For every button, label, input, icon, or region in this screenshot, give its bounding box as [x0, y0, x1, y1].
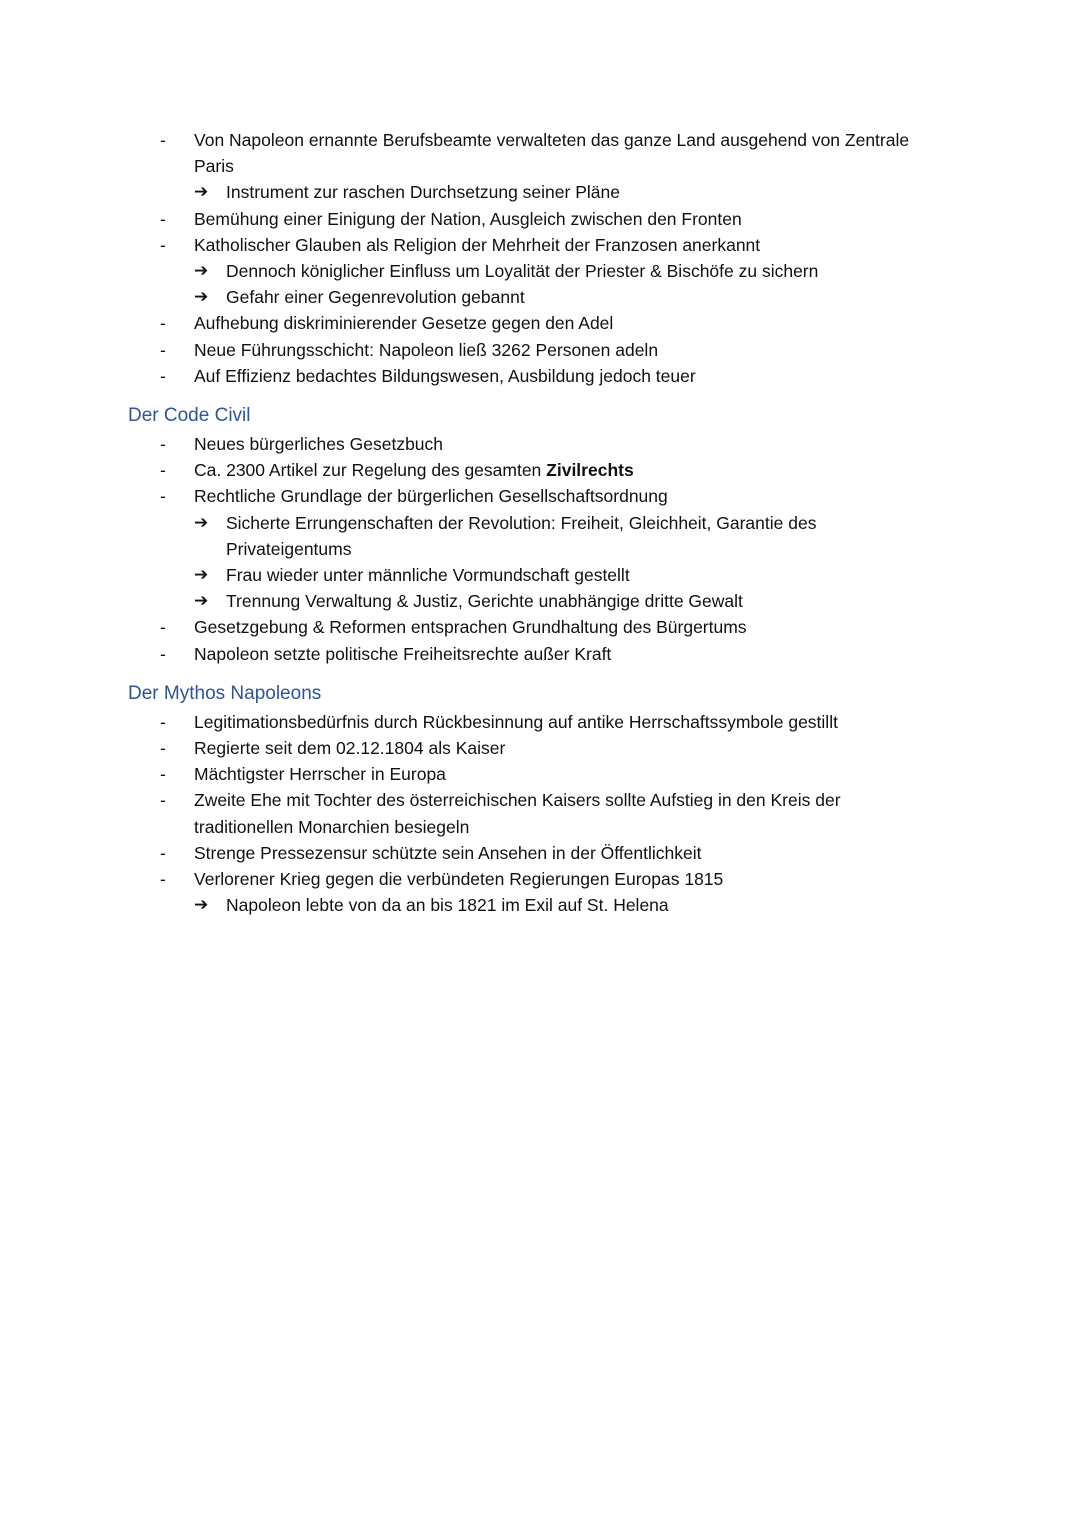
list-item-text — [128, 363, 958, 389]
list-item-continuation — [128, 153, 958, 179]
list-item — [128, 866, 958, 892]
dash-bullet-icon: - — [160, 208, 166, 229]
list-item — [128, 127, 958, 153]
list-item-text — [128, 562, 958, 588]
dash-bullet-icon: - — [160, 339, 166, 360]
list-item-text-part: Instrument zur raschen Durchsetzung seiner Pläne — [226, 182, 620, 203]
dash-bullet-icon: - — [160, 460, 166, 481]
list-item-text-part: Bemühung einer Einigung der Nation, Ausgleich zwischen den Fronten — [194, 208, 742, 229]
list-item-text — [128, 641, 958, 667]
arrow-right-icon: ➔ — [194, 512, 209, 533]
list-item — [128, 431, 958, 457]
dash-bullet-icon: - — [160, 764, 166, 785]
dash-bullet-icon: - — [160, 869, 166, 890]
list-item-text — [128, 866, 958, 892]
list-item — [128, 206, 958, 232]
list-item-text-part: Dennoch königlicher Einfluss um Loyalität der Priester & Bischöfe zu sichern — [226, 261, 819, 282]
list-item-text — [128, 284, 958, 310]
list-item-text-part: Gesetzgebung & Reformen entsprachen Grundhaltung des Bürgertums — [194, 617, 747, 638]
list-item-text-part: Legitimationsbedürfnis durch Rückbesinnung auf antike Herrschaftssymbole gestillt — [194, 711, 838, 732]
list-item-continuation — [128, 814, 958, 840]
list-item-text-part: Paris — [194, 156, 234, 177]
dash-bullet-icon: - — [160, 486, 166, 507]
list-item-text — [128, 206, 958, 232]
list-item-text — [128, 840, 958, 866]
sub-list-item — [128, 562, 958, 588]
list-item-text-part: Zweite Ehe mit Tochter des österreichischen Kaisers sollte Aufstieg in den Kreis der — [194, 790, 841, 811]
sub-list-item — [128, 892, 958, 918]
list-item — [128, 363, 958, 389]
list-item-text — [128, 232, 958, 258]
list-item-text — [128, 457, 958, 483]
list-item — [128, 641, 958, 667]
list-item-text-part: Neues bürgerliches Gesetzbuch — [194, 434, 444, 455]
arrow-right-icon: ➔ — [194, 261, 209, 282]
dash-bullet-icon: - — [160, 738, 166, 759]
list-item-text-part: Strenge Pressezensur schützte sein Ansehen in der Öffentlichkeit — [194, 842, 702, 863]
list-item-text — [128, 709, 958, 735]
list-item-text-part: Napoleon setzte politische Freiheitsrechte außer Kraft — [194, 643, 612, 664]
dash-bullet-icon: - — [160, 617, 166, 638]
list-item-text-part: Katholischer Glauben als Religion der Mehrheit der Franzosen anerkannt — [194, 234, 761, 255]
list-item-text-part: Frau wieder unter männliche Vormundschaft gestellt — [226, 565, 630, 586]
sub-list-item — [128, 510, 958, 536]
dash-bullet-icon: - — [160, 365, 166, 386]
arrow-right-icon: ➔ — [194, 287, 209, 308]
dash-bullet-icon: - — [160, 711, 166, 732]
list-item-text-part: Trennung Verwaltung & Justiz, Gerichte unabhängige dritte Gewalt — [226, 591, 743, 612]
list-item-text — [128, 735, 958, 761]
section-heading: Der Code Civil — [128, 405, 251, 427]
dash-bullet-icon: - — [160, 842, 166, 863]
list-item — [128, 483, 958, 509]
list-item — [128, 735, 958, 761]
section-heading: Der Mythos Napoleons — [128, 682, 322, 704]
list-item-text-part: Napoleon lebte von da an bis 1821 im Exil auf St. Helena — [226, 895, 669, 916]
list-item-text — [128, 483, 958, 509]
dash-bullet-icon: - — [160, 234, 166, 255]
arrow-right-icon: ➔ — [194, 591, 209, 612]
sub-list-item — [128, 284, 958, 310]
section-1 — [128, 127, 958, 389]
arrow-right-icon: ➔ — [194, 565, 209, 586]
dash-bullet-icon: - — [160, 790, 166, 811]
list-item-text — [128, 814, 958, 840]
dash-bullet-icon: - — [160, 313, 166, 334]
sub-list-item — [128, 258, 958, 284]
list-item — [128, 457, 958, 483]
list-item-text-part: Rechtliche Grundlage der bürgerlichen Gesellschaftsordnung — [194, 486, 668, 507]
list-item-text — [128, 179, 958, 205]
list-item-text — [128, 510, 958, 536]
list-item — [128, 310, 958, 336]
list-item — [128, 232, 958, 258]
list-item-text-part: Von Napoleon ernannte Berufsbeamte verwalteten das ganze Land ausgehend von Zentrale — [194, 130, 910, 150]
document-content — [128, 127, 958, 918]
dash-bullet-icon: - — [160, 434, 166, 455]
list-item-text — [128, 761, 958, 787]
arrow-right-icon: ➔ — [194, 182, 209, 203]
list-item-text — [128, 588, 958, 614]
list-item-text — [128, 787, 958, 813]
list-item-text-part: Auf Effizienz bedachtes Bildungswesen, Ausbildung jedoch teuer — [194, 365, 696, 386]
list-item-text-part: Gefahr einer Gegenrevolution gebannt — [226, 287, 525, 308]
list-item-continuation — [128, 536, 958, 562]
list-item-text-part: Sicherte Errungenschaften der Revolution: Freiheit, Gleichheit, Garantie des — [226, 512, 817, 533]
list-item-text-part: Regierte seit dem 02.12.1804 als Kaiser — [194, 738, 506, 759]
list-item-text-part: Ca. 2300 Artikel zur Regelung des gesamten — [194, 460, 547, 481]
dash-bullet-icon: - — [160, 130, 166, 150]
list-item-text — [128, 258, 958, 284]
list-item — [128, 709, 958, 735]
list-item-text-part: Aufhebung diskriminierender Gesetze gegen den Adel — [194, 313, 614, 334]
list-item-text-part: Neue Führungsschicht: Napoleon ließ 3262 Personen adeln — [194, 339, 659, 360]
list-item-text-part: Verlorener Krieg gegen die verbündeten Regierungen Europas 1815 — [194, 869, 724, 890]
list-item-text — [128, 310, 958, 336]
sub-list-item — [128, 179, 958, 205]
list-item-text-part: Mächtigster Herrscher in Europa — [194, 764, 446, 785]
list-item — [128, 761, 958, 787]
list-item — [128, 840, 958, 866]
list-item — [128, 614, 958, 640]
arrow-right-icon: ➔ — [194, 895, 209, 916]
list-item — [128, 787, 958, 813]
section-2 — [128, 403, 958, 667]
list-item-text — [128, 614, 958, 640]
sub-list-item — [128, 588, 958, 614]
dash-bullet-icon: - — [160, 643, 166, 664]
list-item-text — [128, 892, 958, 918]
bold-term: Zivilrechts — [546, 460, 634, 481]
list-item-text — [128, 127, 958, 153]
list-item-text — [128, 536, 958, 562]
list-item-text — [128, 431, 958, 457]
list-item-text — [128, 153, 958, 179]
list-item — [128, 337, 958, 363]
list-item-text — [128, 337, 958, 363]
list-item-text-part: Privateigentums — [226, 538, 352, 559]
section-3 — [128, 681, 958, 919]
list-item-text-part: traditionellen Monarchien besiegeln — [194, 816, 470, 837]
